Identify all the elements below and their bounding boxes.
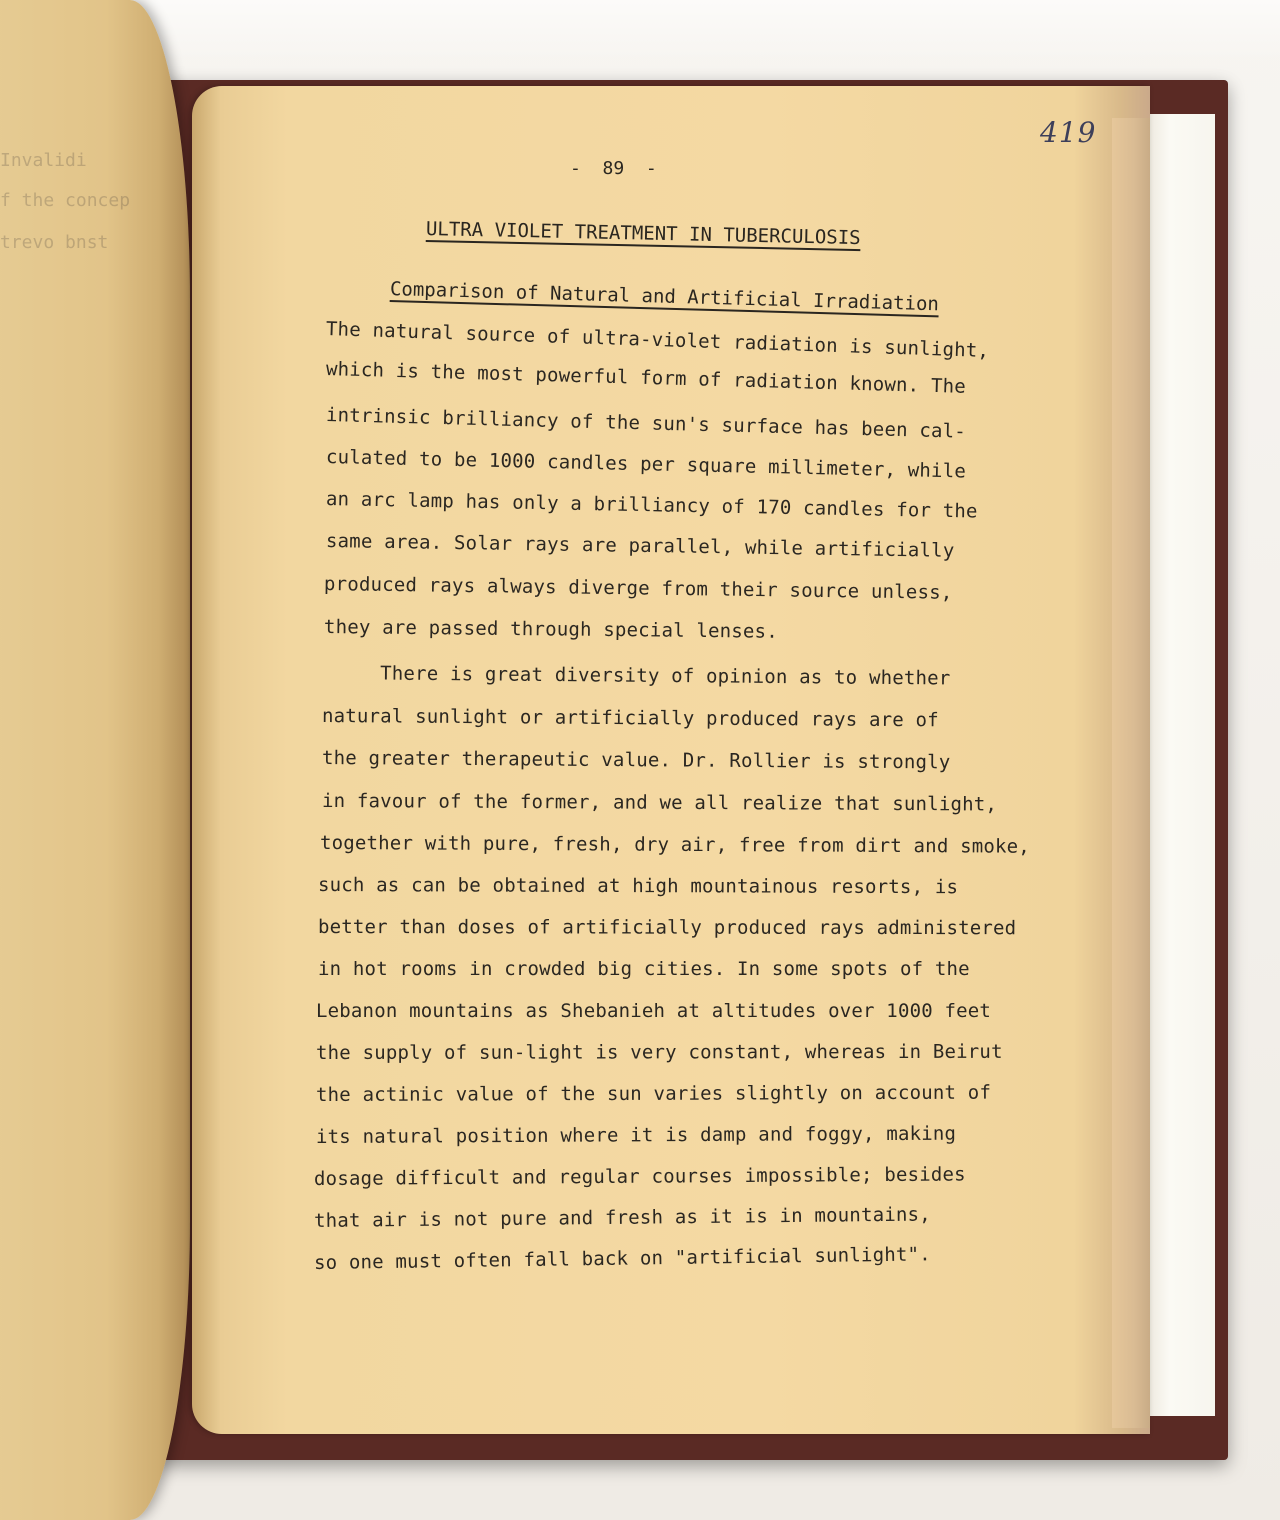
body-line: Lebanon mountains as Shebanieh at altitudes over 1000 feet (316, 1000, 992, 1022)
body-line: an arc lamp has only a brilliancy of 170 candles for the (325, 488, 978, 523)
body-line: in favour of the former, and we all realize that sunlight, (321, 790, 998, 816)
body-line: in hot rooms in crowded big cities. In some spots of the (318, 958, 970, 980)
body-line: culated to be 1000 candles per square millimeter, while (325, 446, 967, 483)
facing-page-ghost-text: trevo bnst (0, 232, 109, 253)
page-title: ULTRA VIOLET TREATMENT IN TUBERCULOSIS (425, 218, 861, 250)
body-line: dosage difficult and regular courses impossible; besides (313, 1163, 966, 1190)
body-line: so one must often fall back on "artificial sunlight". (313, 1243, 931, 1274)
facing-page-ghost-text: f the concep (0, 190, 131, 211)
page-number: - 89 - (570, 158, 657, 179)
body-line: the greater therapeutic value. Dr. Rollier is strongly (321, 747, 951, 774)
body-line: better than doses of artificially produced rays administered (317, 916, 1017, 940)
body-line: There is great diversity of opinion as to whether (321, 662, 951, 690)
top-light (0, 0, 1280, 60)
section-heading: Comparison of Natural and Artificial Irradiation (389, 278, 940, 316)
body-line: that air is not pure and fresh as it is in mountains, (313, 1203, 931, 1232)
body-line: which is the most powerful form of radiation known. The (325, 358, 967, 398)
body-line: its natural position where it is damp and foggy, making (315, 1122, 957, 1148)
body-line: The natural source of ultra-violet radiation is sunlight, (325, 318, 990, 362)
body-line: together with pure, fresh, dry air, free from dirt and smoke, (319, 832, 1031, 858)
page-stack-edge (1112, 118, 1150, 1428)
facing-page (0, 0, 190, 1520)
body-line: intrinsic brilliancy of the sun's surface has been cal- (325, 404, 967, 443)
body-line: the supply of sun-light is very constant, whereas in Beirut (315, 1040, 1003, 1064)
facing-page-ghost-text: Invalidi (0, 150, 87, 171)
body-line: same area. Solar rays are parallel, while artificially (325, 530, 955, 562)
body-line: they are passed through special lenses. (323, 616, 779, 643)
body-line: natural sunlight or artificially produced rays are of (321, 705, 939, 732)
body-line: such as can be obtained at high mountainous resorts, is (317, 874, 959, 899)
body-line: the actinic value of the sun varies slightly on account of (315, 1081, 992, 1106)
folio-number: 419 (1040, 116, 1097, 149)
body-line: produced rays always diverge from their source unless, (323, 573, 953, 604)
